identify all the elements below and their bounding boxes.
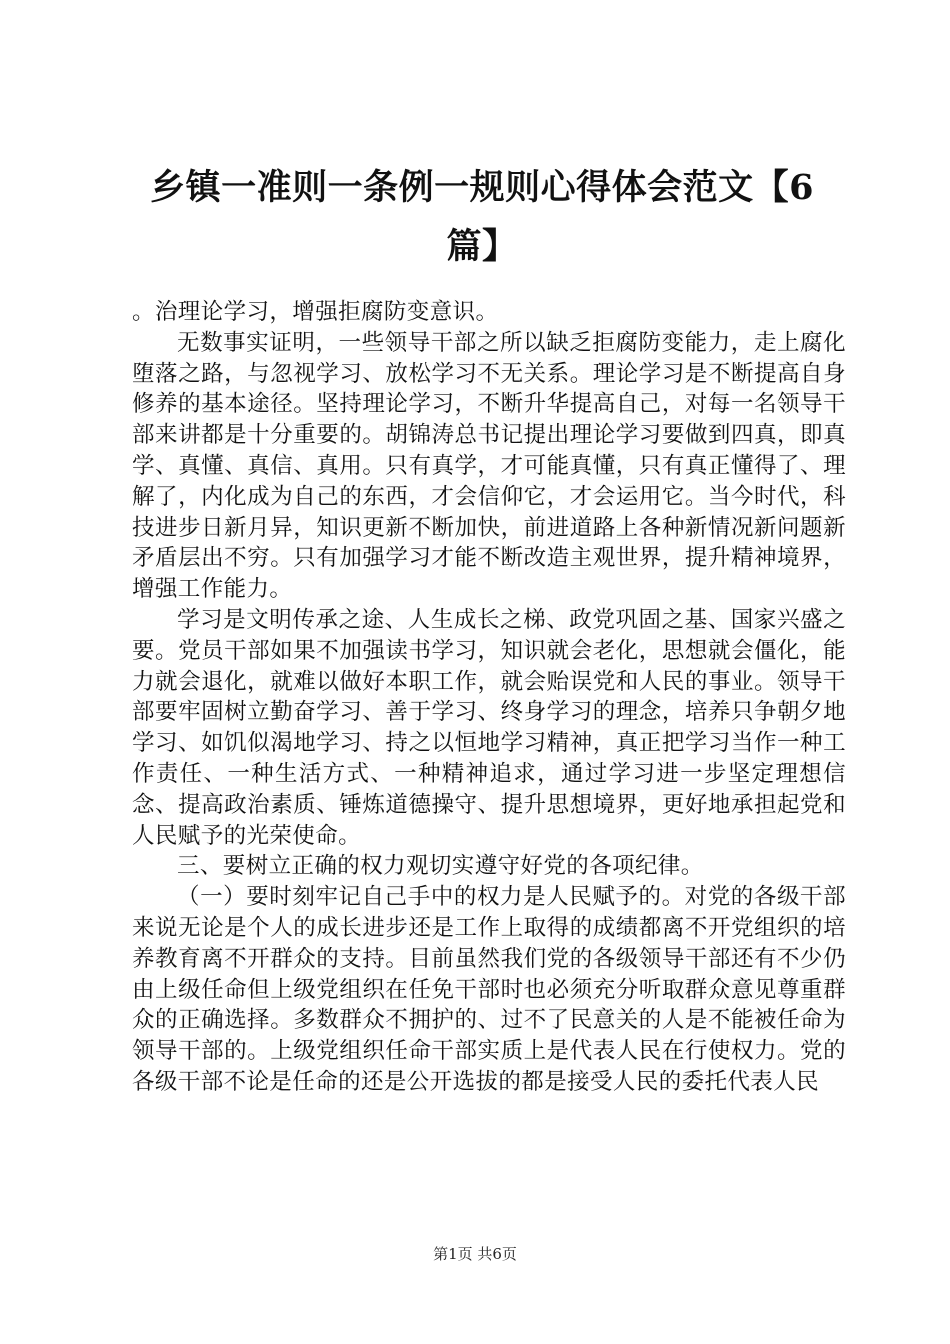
paragraph-4: 三、要树立正确的权力观切实遵守好党的各项纪律。 <box>177 853 704 880</box>
paragraph-5: （一）要时刻牢记自己手中的权力是人民赋予的。对党的各级干部来说无论是个人的成长进步还是工作上取得的成绩都离不开党组织的培养教育离不开群众的支持。目前虽然我们党的各级领导干部还有不少仍由上级任命但上级党组织在任免干部时也必须充分听取群众意见尊重群众的正确选择。多数群众不拥护的、过不了民意关的人是不能被任命为领导干部的。上级党组织任命干部实质上是代表人民在行使权力。党的各级干部不论是任命的还是公开选拔的都是接受人民的委托代表人民 <box>132 884 846 1095</box>
paragraph-1: 。治理论学习，增强拒腐防变意识。 <box>132 299 499 325</box>
document-title: 乡镇一准则一条例一规则心得体会范文【6篇】 <box>150 167 814 267</box>
document-body <box>132 297 846 1098</box>
paragraph-3: 学习是文明传承之途、人生成长之梯、政党巩固之基、国家兴盛之要。党员干部如果不加强读书学习，知识就会老化，思想就会僵化，能力就会退化，就难以做好本职工作，就会贻误党和人民的事业。领导干部要牢固树立勤奋学习、善于学习、终身学习的理念，培养只争朝夕地学习、如饥似渴地学习、持之以恒地学习精神，真正把学习当作一种工作责任、一种生活方式、一种精神追求，通过学习进一步坚定理想信念、提高政治素质、锤炼道德操守、提升思想境界，更好地承担起党和人民赋予的光荣使命。 <box>132 606 846 849</box>
paragraph-2: 无数事实证明，一些领导干部之所以缺乏拒腐防变能力，走上腐化堕落之路，与忽视学习、放松学习不无关系。理论学习是不断提高自身修养的基本途径。坚持理论学习，不断升华提高自己，对每一名领导干部来讲都是十分重要的。胡锦涛总书记提出理论学习要做到四真，即真学、真懂、真信、真用。只有真学，才可能真懂，只有真正懂得了、理解了，内化成为自己的东西，才会信仰它，才会运用它。当今时代，科技进步日新月异，知识更新不断加快，前进道路上各种新情况新问题新矛盾层出不穷。只有加强学习才能不断改造主观世界，提升精神境界，增强工作能力。 <box>132 329 846 603</box>
page-footer: 第1页 共6页 <box>433 1245 517 1263</box>
